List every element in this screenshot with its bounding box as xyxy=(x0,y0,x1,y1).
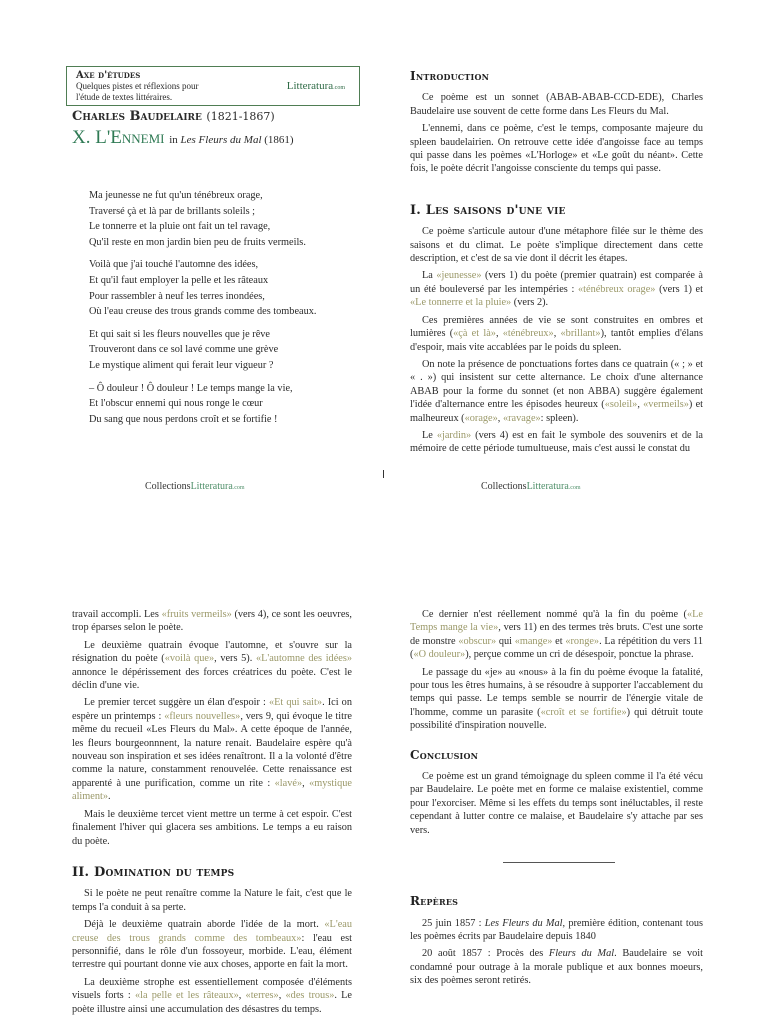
quote-highlight: «ravage» xyxy=(502,412,541,424)
quote-highlight: «L'automne des idées» xyxy=(255,653,353,665)
text-segment: ), perçue comme un cri de désespoir, ponctue la phrase. xyxy=(465,649,694,661)
author-name: Charles Baudelaire xyxy=(72,109,202,124)
footer-com: .com xyxy=(568,485,581,491)
repere-book: Fleurs du Mal xyxy=(548,948,615,960)
poem-title-text: X. L'Ennemi xyxy=(72,127,165,148)
poem-line: Le tonnerre et la pluie ont fait un tel ravage, xyxy=(89,221,271,233)
poem-line: Traversé çà et là par de brillants soleils ; xyxy=(89,205,256,217)
intro-column xyxy=(410,70,703,460)
text-segment: ) qui détruit toute possibilité d'inspiration nouvelle. xyxy=(410,706,703,732)
stanza xyxy=(89,381,316,428)
conclusion-heading: Conclusion xyxy=(410,747,479,762)
poem-line: Et l'obscur ennemi qui nous ronge le cœur xyxy=(89,398,263,410)
text-segment: qui xyxy=(496,635,515,647)
poem-line: Et qui sait si les fleurs nouvelles que je rêve xyxy=(89,328,271,340)
text-segment: (vers 4) est en fait le symbole des souvenirs et de la mémoire de cette période tumultueuse, mais c'est aussi le constat du xyxy=(410,429,704,455)
quote-highlight: «brillant» xyxy=(560,328,601,340)
section2-body xyxy=(72,887,352,1016)
text-segment: , xyxy=(302,777,310,789)
text-segment: L'ennemi, dans ce poème, c'est le temps, composante majeure du spleen baudelairien. On retrouve cette idée d'angoisse face au temps qui passe dans les poèmes «L'Horloge» et «Le goût du néant». Cette fois, le poète décrit l'angoisse consciente du temps qui passe. xyxy=(410,123,703,175)
footer-logo-right xyxy=(481,481,581,492)
text-segment: Le deuxième quatrain évoque l'automne, et s'ouvre sur la résignation du poète ( xyxy=(72,639,352,665)
bottom-left-column xyxy=(72,608,352,1020)
poem-text xyxy=(89,188,316,434)
separator-rule xyxy=(503,862,615,863)
quote-highlight: «mange» xyxy=(514,635,553,647)
poem-line: Du sang que nous perdons croît et se fortifie ! xyxy=(89,413,278,425)
quote-highlight: «fruits vermeils» xyxy=(161,609,232,620)
quote-highlight: «la pelle et les râteaux» xyxy=(134,990,239,1002)
text-segment: , xyxy=(497,412,503,424)
paragraph xyxy=(410,358,703,425)
quote-highlight: «Le Temps mange la vie» xyxy=(410,609,703,634)
litteratura-logo xyxy=(287,80,345,92)
text-segment: Déjà le deuxième quatrain aborde l'idée de la mort. xyxy=(84,919,325,931)
conclusion-body xyxy=(410,770,703,837)
text-segment: , xyxy=(553,328,561,340)
text-segment: Le xyxy=(422,429,437,441)
intro-heading: Introduction xyxy=(410,69,490,83)
poem-line: Où l'eau creuse des trous grands comme des tombeaux. xyxy=(89,306,317,318)
text-segment: Ce poème est un grand témoignage du spleen comme il l'a été vécu par Baudelaire. Le poète met en forme ce malaise existentiel, comme pour l'exorciser. Même si les effets du temps sont inéluctables, il reste cependant à lutter contre ce malaise, et Baudelaire s'y attache par ses vers. xyxy=(410,771,703,836)
book-year: (1861) xyxy=(264,134,294,146)
poem-line: Le mystique aliment qui ferait leur vigueur ? xyxy=(89,359,274,371)
section1-body-continued xyxy=(72,608,352,848)
text-segment: , vers 9, qui évoque le titre même du recueil «Les Fleurs du Mal». A cette époque de l'année, les fleurs bourgeonnnent, la nature renait. Baudelaire espère qu'à nouveau son inspiration et ses idées renaîtront. Il a la volonté d'être comme la nature, constamment renouvelée. Cette renaissance est apparenté à une purification, comme un rite : xyxy=(72,710,353,789)
logo-text: Litteratura xyxy=(286,80,334,92)
text-segment: Le passage du «je» au «nous» à la fin du poème évoque la fatalité, pour tous les êtres humains, à se résoudre à supporter l'accablement du temps qui passe. Le temps semble se nourrir de l'énergie vitale de l'homme, comme un parasite ( xyxy=(410,666,703,718)
paragraph xyxy=(72,808,352,848)
footer-litteratura: Litteratura xyxy=(526,481,569,492)
footer-collections: Collections xyxy=(481,481,527,492)
logo-suffix: .com xyxy=(333,85,345,91)
poem-line: – Ô douleur ! Ô douleur ! Le temps mange la vie, xyxy=(89,382,293,394)
paragraph xyxy=(410,429,703,456)
quote-highlight: «croît et se fortifie» xyxy=(540,706,627,718)
author-heading xyxy=(72,109,275,124)
quote-highlight: «ronge» xyxy=(565,635,600,647)
repere-item xyxy=(410,947,703,987)
text-segment: , xyxy=(495,328,503,340)
paragraph xyxy=(410,225,703,265)
stanza xyxy=(89,327,316,374)
text-segment: , vers 11) en des termes très bruts. C'est une sorte de monstre xyxy=(410,622,703,647)
paragraph xyxy=(410,666,703,733)
text-segment: Ce poème est un sonnet (ABAB-ABAB-CCD-EDE), Charles Baudelaire use souvent de cette forme dans Les Fleurs du Mal. xyxy=(410,92,703,117)
footer-collections: Collections xyxy=(145,481,191,492)
poem-line: Ma jeunesse ne fut qu'un ténébreux orage, xyxy=(89,190,263,201)
text-segment: ) et malheureux ( xyxy=(410,399,704,424)
quote-highlight: «obscur» xyxy=(458,635,497,647)
text-segment: annonce le dépérissement des forces créatrices du poète. C'est le déclin d'une vie. xyxy=(72,666,352,692)
quote-highlight: «jardin» xyxy=(436,429,472,441)
text-segment: Ces premières années de vie se sont construites en ombres et lumières ( xyxy=(410,314,703,340)
footer-com: .com xyxy=(232,485,245,491)
paragraph xyxy=(72,639,352,693)
poem-line: Trouveront dans ce sol lavé comme une grève xyxy=(89,344,279,356)
quote-highlight: «mystique aliment» xyxy=(72,777,352,803)
text-segment: , vers 5). xyxy=(214,653,256,665)
paragraph xyxy=(72,696,352,803)
paragraph xyxy=(72,608,352,635)
quote-highlight: «fleurs nouvelles» xyxy=(164,710,241,722)
text-segment: La deuxième strophe est essentiellement composée d'éléments visuels forts : xyxy=(72,976,352,1002)
text-segment: La xyxy=(422,270,437,282)
quote-highlight: «ténébreux orage» xyxy=(578,283,656,295)
repere-book: Les Fleurs du Mal xyxy=(484,917,563,929)
crop-mark xyxy=(383,470,384,478)
section1-body xyxy=(410,225,703,456)
text-segment: (vers 2). xyxy=(511,297,549,309)
text-segment: et xyxy=(552,635,566,647)
text-segment: travail accompli. Les xyxy=(72,609,162,620)
repere-date: 20 août 1857 : Procès des xyxy=(422,948,549,960)
repere-item xyxy=(410,917,703,944)
section2-body-continued xyxy=(410,608,703,733)
text-segment: Si le poète ne peut renaître comme la Nature le fait, c'est que le temps l'a conduit à sa perte. xyxy=(72,888,352,913)
quote-highlight: «voilà que» xyxy=(164,653,215,665)
author-dates: (1821-1867) xyxy=(206,110,275,123)
paragraph xyxy=(410,122,703,176)
poem-line: Qu'il reste en mon jardin bien peu de fruits vermeils. xyxy=(89,236,306,248)
quote-highlight: «terres» xyxy=(245,990,279,1002)
text-segment: . La répétition du vers 11 ( xyxy=(410,635,703,661)
text-segment: (vers 1) et xyxy=(655,283,703,295)
text-segment: (vers 4), ce sont les oeuvres, trop éparses selon le poète. xyxy=(72,609,353,634)
text-segment: . Le poète illustre ainsi une accumulation des désastres du temps. xyxy=(72,990,353,1015)
paragraph xyxy=(410,608,703,662)
text-segment: , xyxy=(238,990,246,1002)
repere-date: 25 juin 1857 : xyxy=(422,917,485,929)
footer-litteratura: Litteratura xyxy=(190,481,233,492)
text-segment: Le premier tercet suggère un élan d'espoir : xyxy=(84,697,269,709)
section2-heading: II. Domination du temps xyxy=(72,864,235,880)
paragraph xyxy=(410,269,703,309)
text-segment: . xyxy=(108,791,111,803)
axe-subtitle-1: Quelques pistes et réflexions pour xyxy=(76,81,199,91)
intro-body xyxy=(410,91,703,175)
text-segment: , xyxy=(278,990,286,1002)
quote-highlight: «lavé» xyxy=(274,777,303,789)
repere-text: . Baudelaire se voit condamné pour outrage à la morale publique et aux bonnes moeurs, six des poèmes seront retirés. xyxy=(410,948,703,987)
text-segment: (vers 1) du poète (premier quatrain) est comparée à un été bouleversé par les intempéries : xyxy=(410,270,704,295)
quote-highlight: «ténébreux» xyxy=(502,328,554,340)
quote-highlight: «Le tonnerre et la pluie» xyxy=(410,297,512,309)
stanza xyxy=(89,188,316,250)
text-segment: Ce poème s'articule autour d'une métaphore filée sur le thème des saisons et du climat. Le poète s'implique directement dans cette description, et c'est de sa vie dont il décrit les étapes. xyxy=(410,226,703,265)
stanza xyxy=(89,257,316,319)
quote-highlight: «des trous» xyxy=(285,990,335,1002)
reperes-heading: Repères xyxy=(410,894,459,909)
poem-title xyxy=(72,127,294,149)
axe-subtitle-2: l'étude de textes littéraires. xyxy=(76,91,173,102)
paragraph xyxy=(410,314,703,354)
section1-heading: I. Les saisons d'une vie xyxy=(410,202,566,218)
poem-line: Pour rassembler à neuf les terres inondées, xyxy=(89,290,265,302)
paragraph xyxy=(410,770,703,837)
text-segment: On note la présence de ponctuations fortes dans ce quatrain (« ; » et « . ») qui insistent sur cette alternance. Le choix d'une alternance ABAB pour la forme du sonnet (et non ABBA) suggère également l'idée d'alternance entre les épisodes heureux ( xyxy=(410,358,703,411)
quote-highlight: «çà et là» xyxy=(453,328,496,340)
text-segment: Ce dernier n'est réellement nommé qu'à la fin du poème ( xyxy=(422,609,687,620)
quote-highlight: «jeunesse» xyxy=(436,270,482,282)
quote-highlight: «orage» xyxy=(464,412,498,424)
in-label: in xyxy=(169,134,178,146)
quote-highlight: «vermeils» xyxy=(643,399,689,411)
quote-highlight: «L'eau creuse des trous grands comme des tombeaux» xyxy=(72,919,352,944)
poem-line: Et qu'il faut employer la pelle et les râteaux xyxy=(89,274,269,286)
reperes-list xyxy=(410,917,703,988)
paragraph xyxy=(72,918,352,972)
paragraph xyxy=(410,91,703,118)
repere-text: , première édition, contenant tous les poèmes écrits par Baudelaire depuis 1840 xyxy=(410,917,704,942)
poem-line: Voilà que j'ai touché l'automne des idées, xyxy=(89,259,259,271)
paragraph xyxy=(72,976,352,1016)
text-segment: . Ici on espère un printemps : xyxy=(72,697,352,722)
book-title: Les Fleurs du Mal xyxy=(180,134,262,146)
text-segment: ), tantôt emplies d'élans d'espoir, mais vite accablées par le poids du spleen. xyxy=(410,328,703,353)
text-segment: : l'eau est personnifié, dans le rôle d'un fossoyeur, morbide. L'eau, élément terrestre qui pourtant donne vie aux choses, apporte en fait la mort. xyxy=(72,932,352,971)
quote-highlight: «Et qui sait» xyxy=(268,697,323,709)
axe-etudes-box xyxy=(66,66,360,106)
bottom-right-column xyxy=(410,608,703,992)
paragraph xyxy=(72,887,352,914)
footer-logo-left xyxy=(145,481,245,492)
quote-highlight: «O douleur» xyxy=(413,649,466,661)
text-segment: , xyxy=(637,399,644,411)
axe-title: Axe d'études xyxy=(76,70,141,81)
text-segment: Mais le deuxième tercet vient mettre un terme à cet espoir. C'est finalement l'hiver qui glacera ses ambitions. Le temps a eu raison du poète. xyxy=(72,808,352,847)
quote-highlight: «soleil» xyxy=(604,399,638,411)
text-segment: : spleen). xyxy=(540,412,579,424)
